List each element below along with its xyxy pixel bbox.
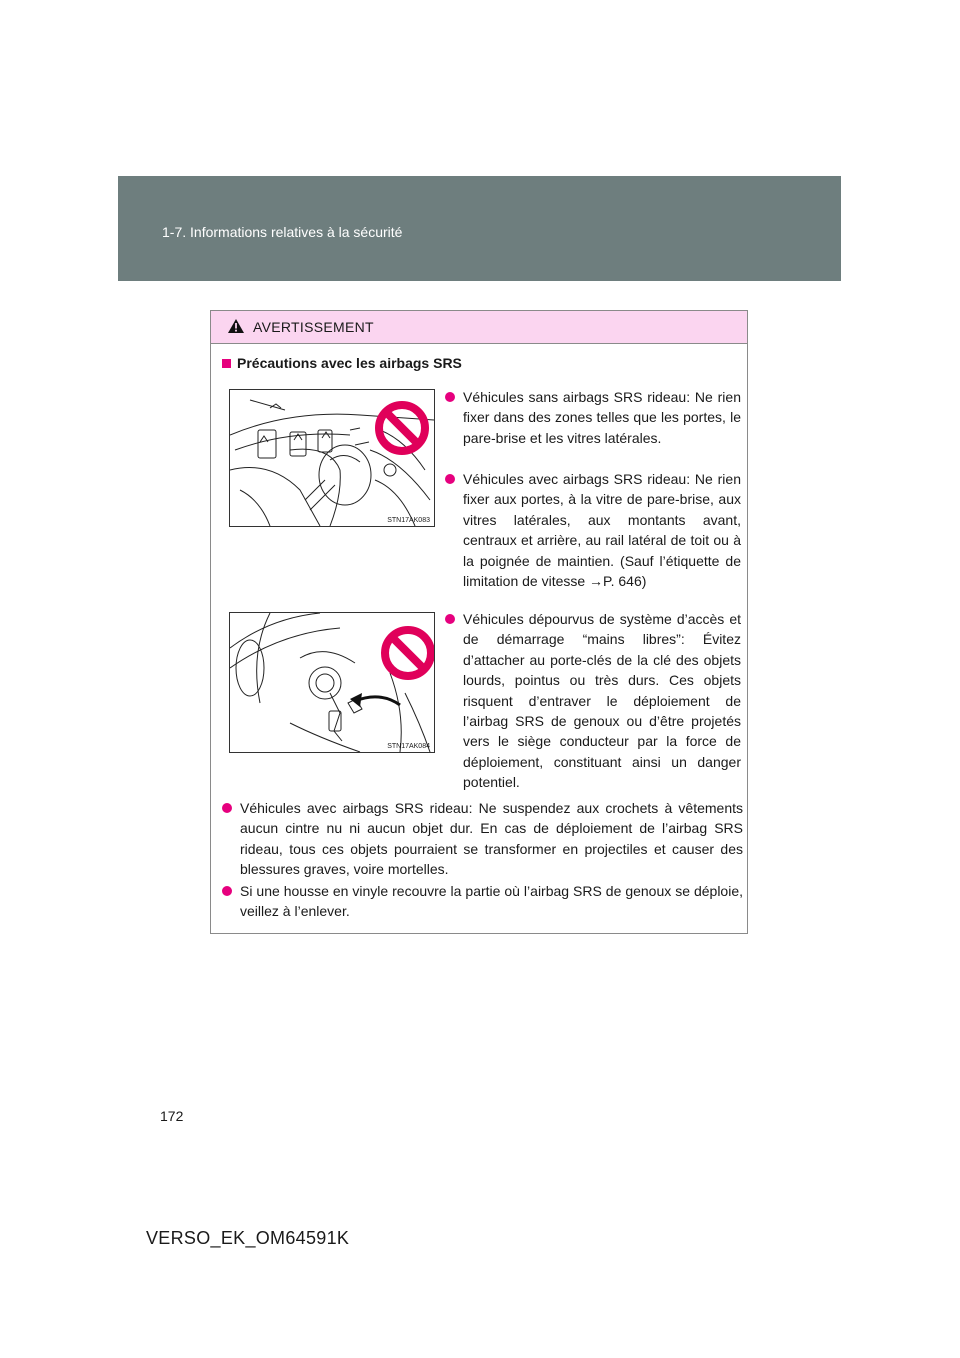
warning-triangle-icon (227, 318, 245, 334)
prohibited-symbol-2 (385, 630, 431, 676)
list-item (445, 469, 741, 591)
list-item-text: Si une housse en vinyle recouvre la partie où l’airbag SRS de genoux se déploie, veillez à l’enlever. (240, 883, 743, 920)
warning-heading-text: Précautions avec les airbags SRS (237, 355, 462, 371)
section-title: 1-7. Informations relatives à la sécurité (162, 224, 403, 240)
figure-interior-window (229, 389, 435, 527)
warning-box (210, 310, 748, 934)
section-header (118, 176, 841, 281)
bullet-dot-icon (222, 803, 232, 813)
page-number: 172 (160, 1108, 184, 1124)
warning-title: AVERTISSEMENT (253, 319, 374, 335)
square-bullet-icon (222, 359, 231, 368)
key-illustration (230, 613, 434, 752)
figure-code: STN17AK083 (387, 517, 430, 524)
bullet-dot-icon (445, 474, 455, 484)
interior-illustration (230, 390, 434, 526)
list-item-text: Véhicules dépourvus de système d’accès et de démarrage “mains libres”: Évitez d’attacher au porte-clés de la clé des objets lourds, pointus ou très durs. Ces objets risquent d’entraver le déploiement de l’airbag SRS de genoux ou d’être projetés vers le siège conducteur par la force de déploiement, constituant ainsi un danger potentiel. (463, 611, 741, 791)
list-item-text: Véhicules avec airbags SRS rideau: Ne suspendez aux crochets à vêtements aucun cintre nu ni aucun objet dur. En cas de déploiement de l’airbag SRS rideau, tous ces objets pourraient se transformer en projectiles et causer des blessures graves, voire mortelles. (240, 800, 743, 878)
figure-code: STN17AK084 (387, 743, 430, 750)
list-item (222, 798, 743, 880)
bullet-dot-icon (445, 614, 455, 624)
bullet-dot-icon (222, 886, 232, 896)
list-item-text: Véhicules sans airbags SRS rideau: Ne rien fixer dans des zones telles que les portes, le pare-brise et les vitres latérales. (463, 389, 741, 446)
warning-heading (222, 355, 462, 371)
list-item (445, 609, 741, 793)
bullet-dot-icon (445, 392, 455, 402)
list-item-text: Véhicules avec airbags SRS rideau: Ne rien fixer aux portes, à la vitre de pare-brise, aux vitres latérales, aux montants avant, centraux et arrière, au rail latéral de toit ou à la poignée de maintien. (Sauf l’étiquette de limitation de vitesse →P. 646) (463, 471, 741, 590)
footer-code: VERSO_EK_OM64591K (146, 1228, 350, 1248)
figure-key-ring (229, 612, 435, 753)
list-item (222, 881, 743, 922)
warning-title-bar (211, 311, 747, 344)
list-item (445, 387, 741, 448)
